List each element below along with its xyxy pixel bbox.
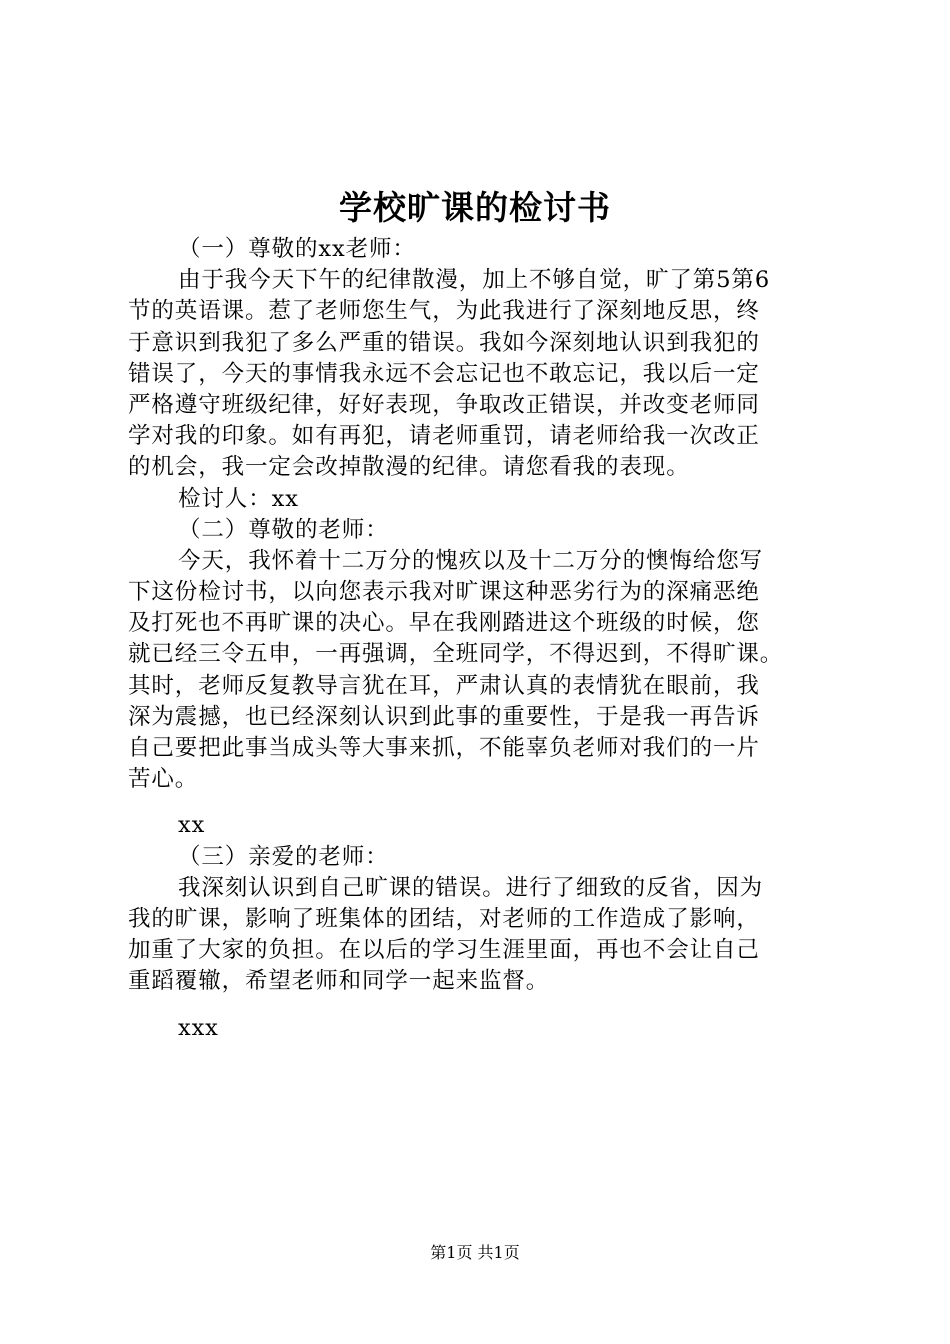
paragraph-line: 深为震撼，也已经深刻认识到此事的重要性，于是我一再告诉 [128, 703, 760, 730]
paragraph-line: 严格遵守班级纪律，好好表现，争取改正错误，并改变老师同 [128, 391, 760, 418]
paragraph-line: 由于我今天下午的纪律散漫，加上不够自觉，旷了第5第6 [178, 267, 771, 294]
paragraph-line: 我深刻认识到自己旷课的错误。进行了细致的反省，因为 [178, 874, 764, 901]
document-title: 学校旷课的检讨书 [339, 188, 611, 227]
paragraph-line: 学对我的印象。如有再犯，请老师重罚，请老师给我一次改正 [128, 423, 760, 450]
paragraph-line: 错误了，今天的事情我永远不会忘记也不敢忘记，我以后一定 [128, 360, 760, 387]
paragraph-line: 及打死也不再旷课的决心。早在我刚踏进这个班级的时候，您 [128, 610, 760, 637]
paragraph-line: 节的英语课。惹了老师您生气，为此我进行了深刻地反思，终 [128, 298, 760, 325]
paragraph-line: 其时，老师反复教导言犹在耳，严肃认真的表情犹在眼前，我 [128, 672, 760, 699]
paragraph-line: 我的旷课，影响了班集体的团结，对老师的工作造成了影响， [128, 905, 760, 932]
paragraph-line: 苦心。 [128, 766, 199, 793]
salutation-two: （二）尊敬的老师： [178, 516, 389, 543]
page-footer: 第1页 共1页 [430, 1243, 520, 1262]
paragraph-line: 就已经三令五申，一再强调，全班同学，不得迟到，不得旷课。 [128, 641, 784, 668]
salutation-one: （一）尊敬的xx老师： [178, 236, 416, 262]
paragraph-line: 自己要把此事当成头等大事来抓，不能辜负老师对我们的一片 [128, 735, 760, 761]
signature-line: xx [178, 812, 206, 839]
paragraph-line: 于意识到我犯了多么严重的错误。我如今深刻地认识到我犯的 [128, 329, 760, 356]
signature-line: 检讨人：xx [178, 485, 299, 512]
signature-line: xxx [178, 1014, 219, 1041]
paragraph-line: 重蹈覆辙，希望老师和同学一起来监督。 [128, 968, 550, 995]
salutation-three: （三）亲爱的老师： [178, 843, 389, 870]
document-body [128, 234, 833, 1044]
paragraph-line: 今天，我怀着十二万分的愧疚以及十二万分的懊悔给您写 [178, 547, 764, 574]
paragraph-line: 加重了大家的负担。在以后的学习生涯里面，再也不会让自己 [128, 937, 760, 964]
paragraph-line: 的机会，我一定会改掉散漫的纪律。请您看我的表现。 [128, 454, 690, 481]
paragraph-line: 下这份检讨书，以向您表示我对旷课这种恶劣行为的深痛恶绝 [128, 579, 760, 606]
